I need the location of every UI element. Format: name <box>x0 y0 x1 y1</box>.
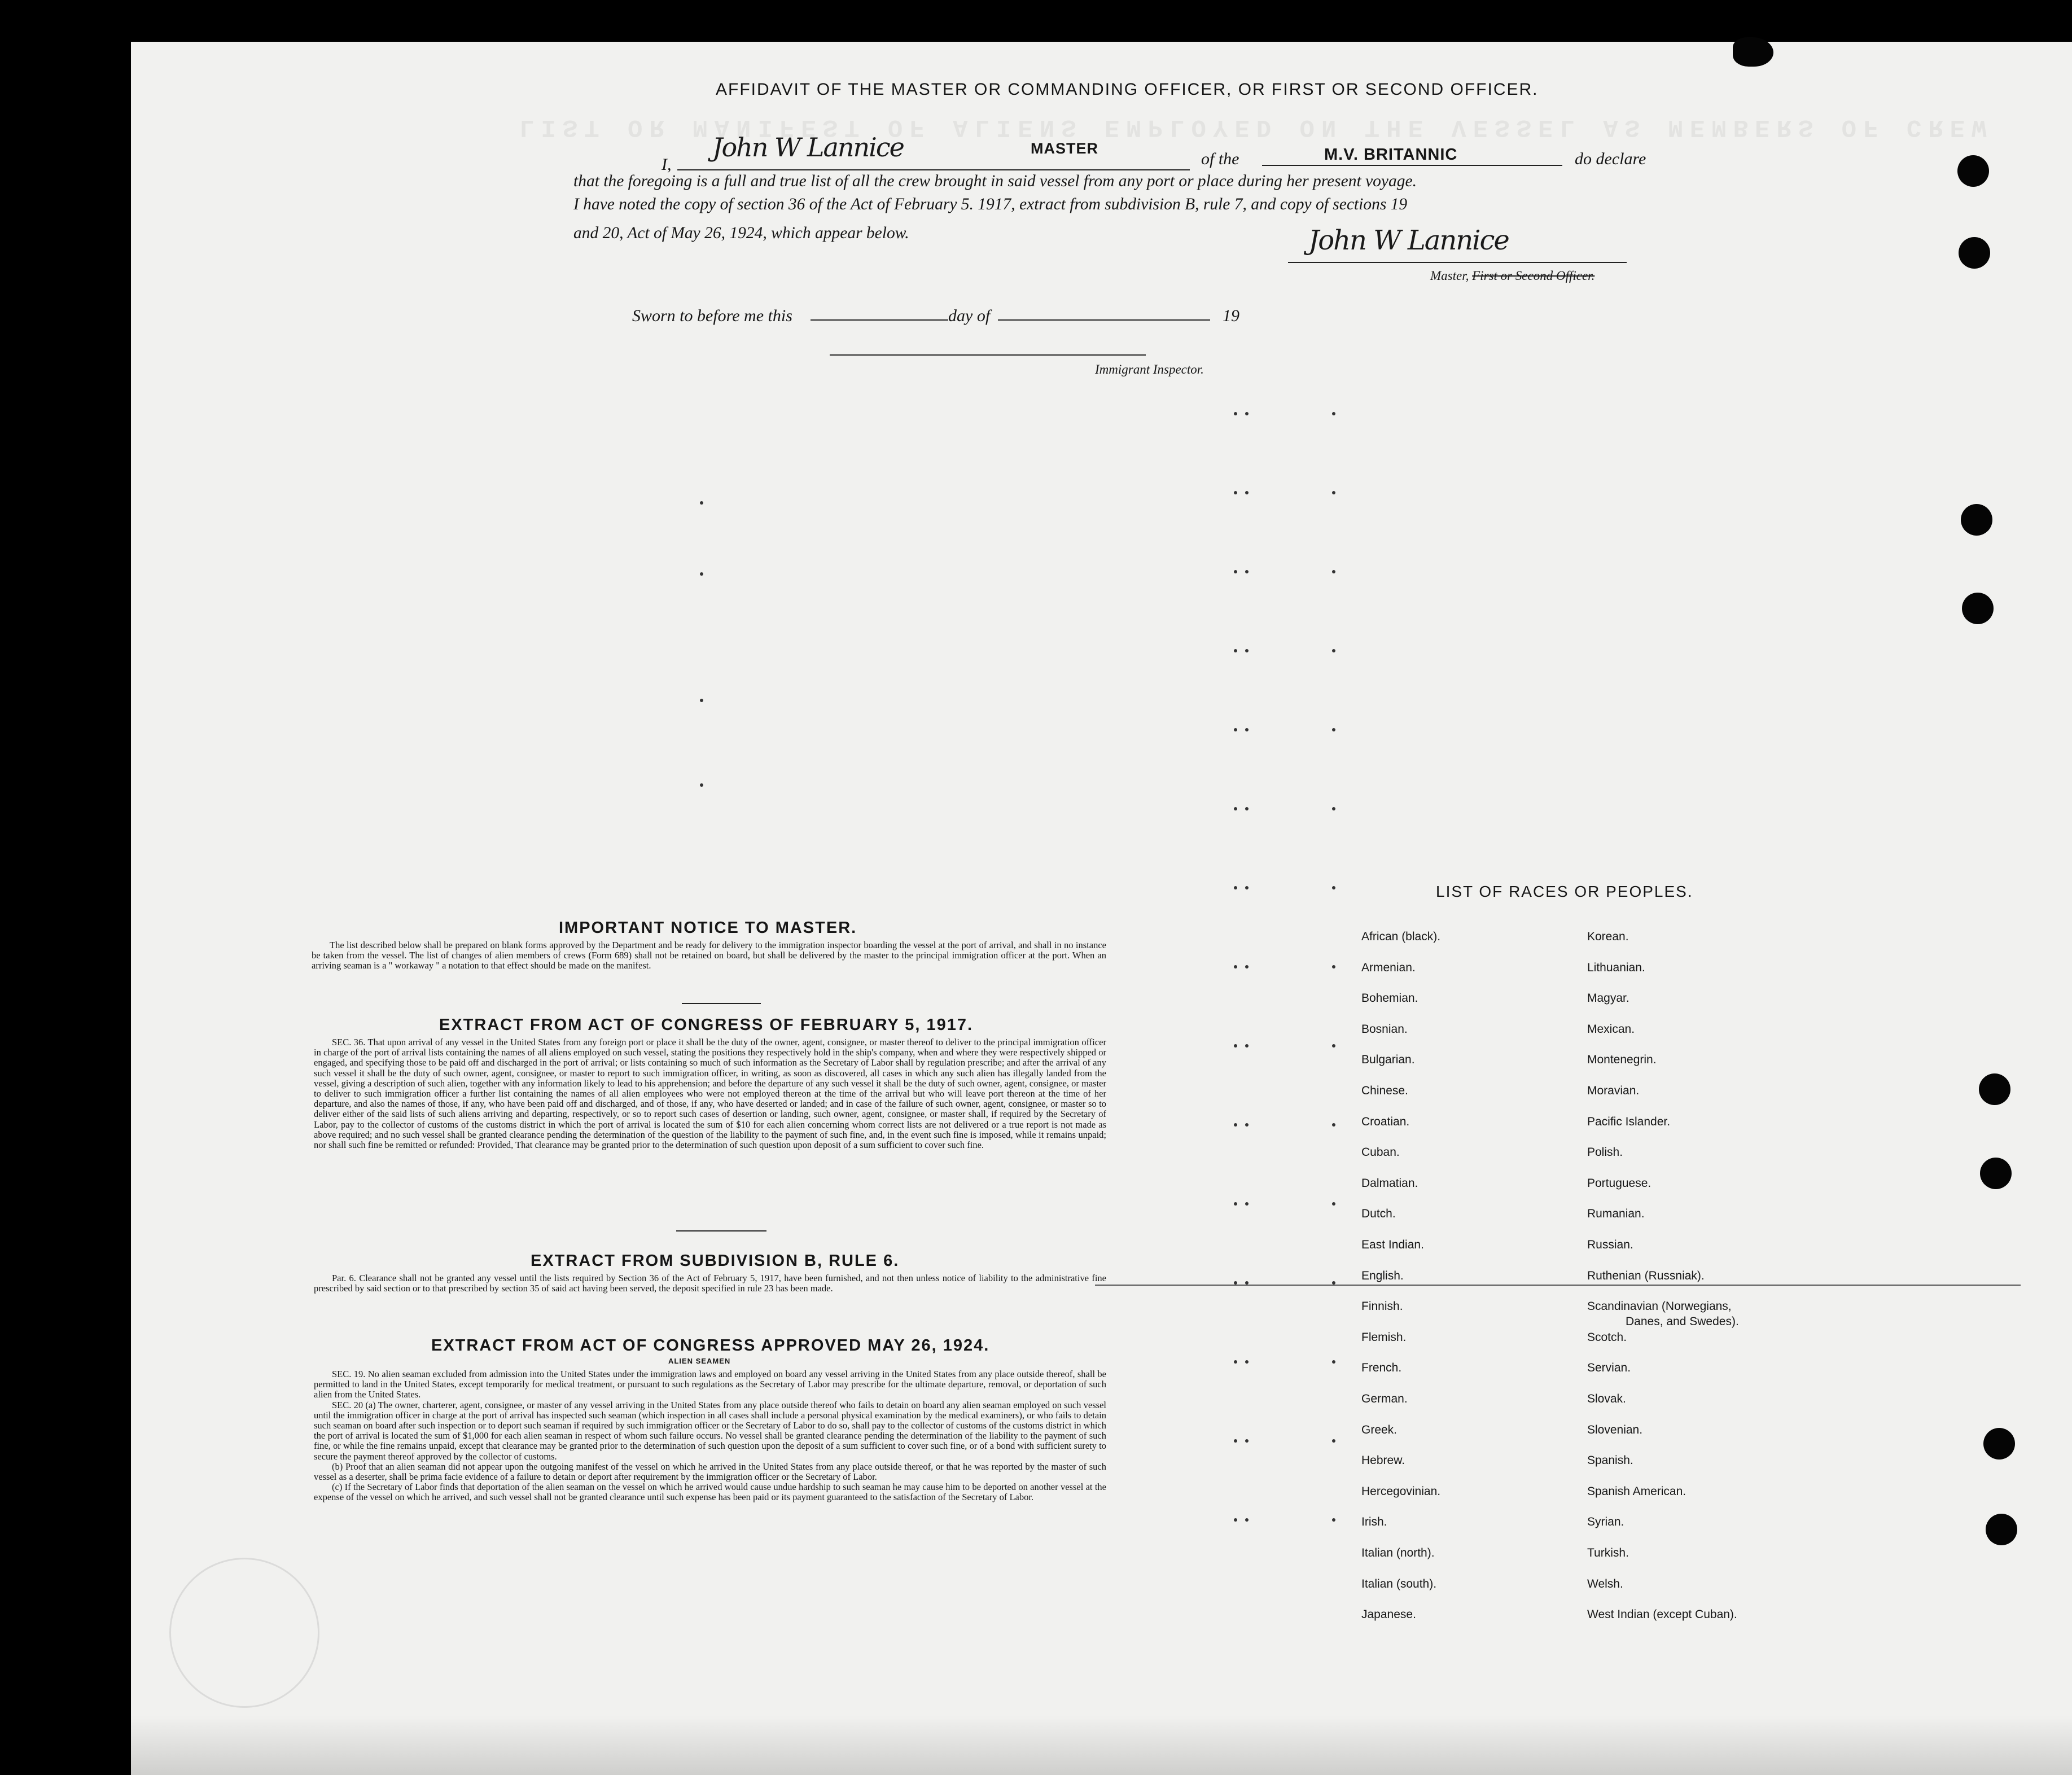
race-item: Armenian. <box>1361 961 1416 974</box>
race-item: Servian. <box>1587 1361 1631 1375</box>
race-item: Portuguese. <box>1587 1176 1652 1190</box>
name-line <box>677 169 1190 170</box>
declaration-line-1: that the foregoing is a full and true list of all the crew brought in said vessel from any port or place during her present voyage. <box>573 172 1417 190</box>
race-item: Montenegrin. <box>1587 1053 1657 1067</box>
bleed-through-text: LIST OR MANIFEST OF ALIENS EMPLOYED ON THE VESSEL AS MEMBERS OF CREW <box>519 113 1994 141</box>
race-item: Chinese. <box>1361 1084 1408 1097</box>
punch-hole <box>1957 155 1989 187</box>
race-item: Russian. <box>1587 1238 1633 1251</box>
race-item: Korean. <box>1587 930 1629 943</box>
punch-hole <box>1980 1158 2012 1189</box>
extract-1917-body <box>314 1037 1106 1150</box>
race-item: Lithuanian. <box>1587 961 1645 974</box>
race-item: Slovenian. <box>1587 1423 1643 1436</box>
extract-1924-heading: EXTRACT FROM ACT OF CONGRESS APPROVED MAY 26, 1924. <box>431 1336 990 1355</box>
sec-36-paragraph: SEC. 36. That upon arrival of any vessel in the United States from any foreign port or place it shall be the duty of the owner, agent, consignee, or master thereof to deliver to the principal immigration officer in charge of the port of arrival lists containing the names of all aliens employed on such vessel, stating the positions they respectively hold in the ship's company, when and where they were respectively shipped or engaged, and specifying those to be paid off and discharged in the port of arrival; or lists containing so much of such information as the Secretary of Labor shall by regulation prescribe; and after the arrival of any such vessel it shall be the duty of such owner, agent, consignee, or master to report to such immigration officer, in writing, as soon as discovered, all cases in which any such alien has illegally landed from the vessel, giving a description of such alien, together with any information likely to lead to his apprehension; and before the departure of any such vessel it shall be the duty of such owner, agent, consignee, or master to deliver to such immigration officer a further list containing the names of all alien employees who were not employed thereon at the time of the arrival but who will leave port thereon at the time of her departure, and also the names of those, if any, who have been paid off and discharged, and of those, if any, who have deserted or landed; and in case of the failure of such owner, agent, consignee, or master so to deliver either of the said lists of such aliens arriving and departing, respectively, or so to report such cases of desertion or landing, such owner, agent, consignee, or master shall, if required by the Secretary of Labor, pay to the collector of customs of the customs district in which the port of arrival is located the sum of $10 for each alien concerning whom correct lists are not delivered or a true report is not made as above required; and no such vessel shall be granted clearance pending the determination of the question of the liability to the payment of such fine, and, in the event such fine is imposed, while it remains unpaid; nor shall such fine be remitted or refunded: Provided, That clearance may be granted prior to the determination of such question upon deposit of a sum sufficient to cover such fine. <box>314 1037 1106 1151</box>
race-item: Spanish. <box>1587 1454 1633 1467</box>
races-continuation: Danes, and Swedes). <box>1626 1315 1739 1328</box>
race-item: Hercegovinian. <box>1361 1484 1441 1498</box>
ruled-line <box>1095 1285 2021 1286</box>
inspector-caption: Immigrant Inspector. <box>1095 362 1204 376</box>
race-item: Moravian. <box>1587 1084 1640 1097</box>
race-item: Ruthenian (Russniak). <box>1587 1269 1705 1282</box>
extract-1917-heading: EXTRACT FROM ACT OF CONGRESS OF FEBRUARY 5, 1917. <box>439 1016 974 1034</box>
year-prefix: 19 <box>1223 306 1239 325</box>
torn-corner <box>1733 37 1773 67</box>
race-item: Italian (south). <box>1361 1577 1437 1590</box>
do-declare-label: do declare <box>1575 150 1646 168</box>
caption-master: Master, <box>1430 269 1469 283</box>
race-item: Mexican. <box>1587 1022 1635 1036</box>
master-signature: John W Lannice <box>712 132 904 163</box>
race-item: Italian (north). <box>1361 1546 1435 1559</box>
race-item: Polish. <box>1587 1146 1623 1159</box>
race-item: West Indian (except Cuban). <box>1587 1608 1737 1621</box>
affidavit-heading: AFFIDAVIT OF THE MASTER OR COMMANDING OFFICER, OR FIRST OR SECOND OFFICER. <box>716 80 1539 99</box>
section-divider <box>682 1003 761 1004</box>
punch-hole <box>1979 1073 2010 1105</box>
race-item: Scandinavian (Norwegians, <box>1587 1300 1732 1313</box>
race-item: Dutch. <box>1361 1207 1396 1221</box>
of-the-label: of the <box>1201 150 1239 168</box>
race-item: Cuban. <box>1361 1146 1400 1159</box>
sworn-day-line <box>811 319 948 321</box>
race-item: Finnish. <box>1361 1300 1403 1313</box>
races-heading: LIST OF RACES OR PEOPLES. <box>1436 883 1693 900</box>
punch-hole <box>1962 593 1994 624</box>
race-item: Croatian. <box>1361 1115 1410 1128</box>
declaration-line-2: I have noted the copy of section 36 of the Act of February 5. 1917, extract from subdivision B, rule 7, and copy of sections 19 <box>573 195 1408 213</box>
signature-caption <box>1430 269 1594 283</box>
notice-body <box>312 940 1106 971</box>
race-item: African (black). <box>1361 930 1441 943</box>
race-item: German. <box>1361 1392 1408 1405</box>
race-item: Bosnian. <box>1361 1022 1408 1036</box>
notice-paragraph: The list described below shall be prepared on blank forms approved by the Department and be ready for delivery to the immigration inspector boarding the vessel at the port of arrival, and shall in no instance be taken from the vessel. The list of changes of alien members of crews (Form 689) shall not be retained on board, but shall be delivered by the master to the principal immigration officer at the port. When an arriving seaman is a " workaway " a notation to that effect should be made on the manifest. <box>312 940 1106 971</box>
day-of-label: day of <box>948 306 991 325</box>
race-item: Japanese. <box>1361 1608 1416 1621</box>
race-item: Scotch. <box>1587 1330 1627 1344</box>
race-item: French. <box>1361 1361 1402 1375</box>
alien-seamen-subheading: ALIEN SEAMEN <box>668 1357 731 1365</box>
subdivision-heading: EXTRACT FROM SUBDIVISION B, RULE 6. <box>531 1252 900 1270</box>
rank-value: MASTER <box>1031 140 1098 157</box>
master-signature-2: John W Lannice <box>1308 225 1509 256</box>
race-item: Spanish American. <box>1587 1484 1686 1498</box>
page-shadow <box>131 1716 2072 1775</box>
race-item: East Indian. <box>1361 1238 1424 1251</box>
vessel-name: M.V. BRITANNIC <box>1324 146 1458 164</box>
race-item: Magyar. <box>1587 992 1629 1005</box>
punch-hole <box>1961 504 1992 536</box>
race-item: Dalmatian. <box>1361 1176 1418 1190</box>
race-item: Pacific Islander. <box>1587 1115 1671 1128</box>
declaration-line-3: and 20, Act of May 26, 1924, which appear below. <box>573 224 909 242</box>
signature-line <box>1288 262 1627 263</box>
race-item: Rumanian. <box>1587 1207 1645 1221</box>
punch-hole <box>1959 237 1990 269</box>
section-divider <box>676 1230 766 1231</box>
notice-heading: IMPORTANT NOTICE TO MASTER. <box>559 919 857 937</box>
document-page <box>131 42 2072 1775</box>
race-item: English. <box>1361 1269 1404 1282</box>
sworn-label: Sworn to before me this <box>632 306 792 325</box>
sec-20a-paragraph: SEC. 20 (a) The owner, charterer, agent, consignee, or master of any vessel arriving in the United States from any place outside thereof who fails to detain on board any alien seaman employed on such vessel until the immigration officer in charge at the port of arrival has inspected such seaman (which inspection in all cases shall include a personal physical examination by the medical examiners), or who fails to detain such seaman on board after such inspection or to deport such seaman if required by such immigration officer or the Secretary of Labor to do so, shall pay to the collector of customs of the customs district in which the port of arrival is located the sum of $1,000 for each alien seaman in respect of whom such failure occurs. No vessel shall be granted clearance pending the determination of the liability to the payment of such fine, or while the fine remains unpaid, except that clearance may be granted prior to the determination of such question upon the deposit of a sum sufficient to cover such fine, or of a bond with sufficient surety to secure the payment thereof approved by the collector of customs. <box>314 1399 1106 1462</box>
race-item: Slovak. <box>1587 1392 1626 1405</box>
punch-hole <box>1983 1428 2015 1460</box>
race-item: Greek. <box>1361 1423 1398 1436</box>
sec-20c-paragraph: (c) If the Secretary of Labor finds that deportation of the alien seaman on the vessel on which he arrived would cause undue hardship to such seaman he may cause him to be deported on another vessel at the expense of the vessel on which he arrived, and such vessel shall not be granted clearance until such expense has been paid or its payment guaranteed to the satisfaction of the Secretary of Labor. <box>314 1482 1106 1503</box>
race-item: Bohemian. <box>1361 992 1418 1005</box>
race-item: Hebrew. <box>1361 1454 1405 1467</box>
vessel-line <box>1262 165 1562 166</box>
i-label: I, <box>662 155 672 174</box>
sec-20b-paragraph: (b) Proof that an alien seaman did not appear upon the outgoing manifest of the vessel on which he arrived in the United States from any place outside thereof, or that he was reported by the master of such vessel as a deserter, shall be prima facie evidence of a failure to detain or deport after requirement by the immigration officer or the Secretary of Labor. <box>314 1461 1106 1483</box>
race-item: Irish. <box>1361 1515 1387 1529</box>
par-6-paragraph: Par. 6. Clearance shall not be granted any vessel until the lists required by Section 36 of the Act of February 5, 1917, have been furnished, and not then unless notice of liability to the administrative fine prescribed by said section or to that prescribed by section 35 of said act having been served, the deposit specified in rule 23 has been made. <box>314 1273 1106 1294</box>
race-item: Bulgarian. <box>1361 1053 1415 1067</box>
embossed-seal <box>169 1558 319 1708</box>
race-item: Welsh. <box>1587 1577 1623 1590</box>
caption-struck: First or Second Officer. <box>1472 269 1595 283</box>
extract-1924-body <box>314 1369 1106 1503</box>
race-item: Turkish. <box>1587 1546 1629 1559</box>
subdivision-body <box>314 1273 1106 1294</box>
race-item: Flemish. <box>1361 1330 1407 1344</box>
sec-19-paragraph: SEC. 19. No alien seaman excluded from admission into the United States under the immigration laws and employed on board any vessel arriving in the United States from any place outside thereof, shall be permitted to land in the United States, except temporarily for medical treatment, or pursuant to such regulations as the Secretary of Labor may prescribe for the ultimate departure, removal, or deportation of such alien from the United States. <box>314 1369 1106 1400</box>
race-item: Syrian. <box>1587 1515 1624 1529</box>
inspector-line <box>830 354 1146 356</box>
sworn-month-line <box>998 319 1210 321</box>
punch-hole <box>1986 1514 2017 1545</box>
